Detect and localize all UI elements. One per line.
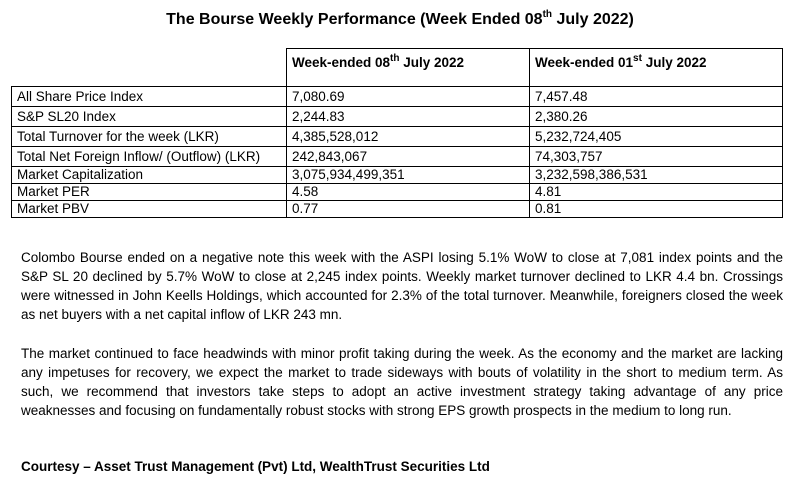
table-row (12, 147, 783, 167)
header-week-ended-current: Week-ended 08th July 2022 (287, 49, 530, 87)
table-row (12, 167, 783, 184)
title-superscript: th (542, 8, 553, 20)
table-header-row (12, 49, 783, 87)
row-label: Total Turnover for the week (LKR) (12, 127, 287, 147)
row-current-value: 4,385,528,012 (287, 127, 530, 147)
row-current-value: 242,843,067 (287, 147, 530, 167)
row-current-value: 0.77 (287, 201, 530, 218)
row-label: Market Capitalization (12, 167, 287, 184)
row-label: S&P SL20 Index (12, 107, 287, 127)
header-blank-cell (12, 49, 287, 87)
row-previous-value: 4.81 (530, 184, 783, 201)
row-previous-value: 74,303,757 (530, 147, 783, 167)
row-label: Market PBV (12, 201, 287, 218)
row-label: Total Net Foreign Inflow/ (Outflow) (LKR) (12, 147, 287, 167)
row-label: All Share Price Index (12, 87, 287, 107)
outlook-paragraph: The market continued to face headwinds with minor profit taking during the week. As the economy and the market are lacking any impetuses for recovery, we expect the market to trade sideways with bouts of volatility in the short to medium term. As such, we recommend that investors take steps to adopt an active investment strategy taking advantage of any price weaknesses and focusing on fundamentally robust stocks with strong EPS growth prospects in the medium to long run. (21, 346, 783, 418)
table-row (12, 87, 783, 107)
row-label: Market PER (12, 184, 287, 201)
row-previous-value: 7,457.48 (530, 87, 783, 107)
header-week-ended-previous: Week-ended 01st July 2022 (530, 49, 783, 87)
row-previous-value: 0.81 (530, 201, 783, 218)
row-current-value: 7,080.69 (287, 87, 530, 107)
row-previous-value: 3,232,598,386,531 (530, 167, 783, 184)
title-suffix: July 2022) (552, 11, 634, 28)
table-row (12, 184, 783, 201)
row-current-value: 3,075,934,499,351 (287, 167, 530, 184)
performance-table (11, 48, 783, 218)
market-summary-paragraph: Colombo Bourse ended on a negative note this week with the ASPI losing 5.1% WoW to close at 7,081 index points and the S&P SL 20 declined by 5.7% WoW to close at 2,245 index points. Weekly market turnover declined to LKR 4.4 bn. Crossings were witnessed in John Keells Holdings, which accounted for 2.3% of the total turnover. Meanwhile, foreigners closed the week as net buyers with a net capital inflow of LKR 243 mn. (21, 250, 783, 322)
row-previous-value: 2,380.26 (530, 107, 783, 127)
page-title (0, 10, 800, 30)
row-current-value: 2,244.83 (287, 107, 530, 127)
table-row (12, 127, 783, 147)
courtesy-note: Courtesy – Asset Trust Management (Pvt) Ltd, WealthTrust Securities Ltd (21, 459, 490, 474)
table-row (12, 201, 783, 218)
row-previous-value: 5,232,724,405 (530, 127, 783, 147)
table-row (12, 107, 783, 127)
row-current-value: 4.58 (287, 184, 530, 201)
title-text: The Bourse Weekly Performance (Week Ended 08 (166, 11, 543, 28)
